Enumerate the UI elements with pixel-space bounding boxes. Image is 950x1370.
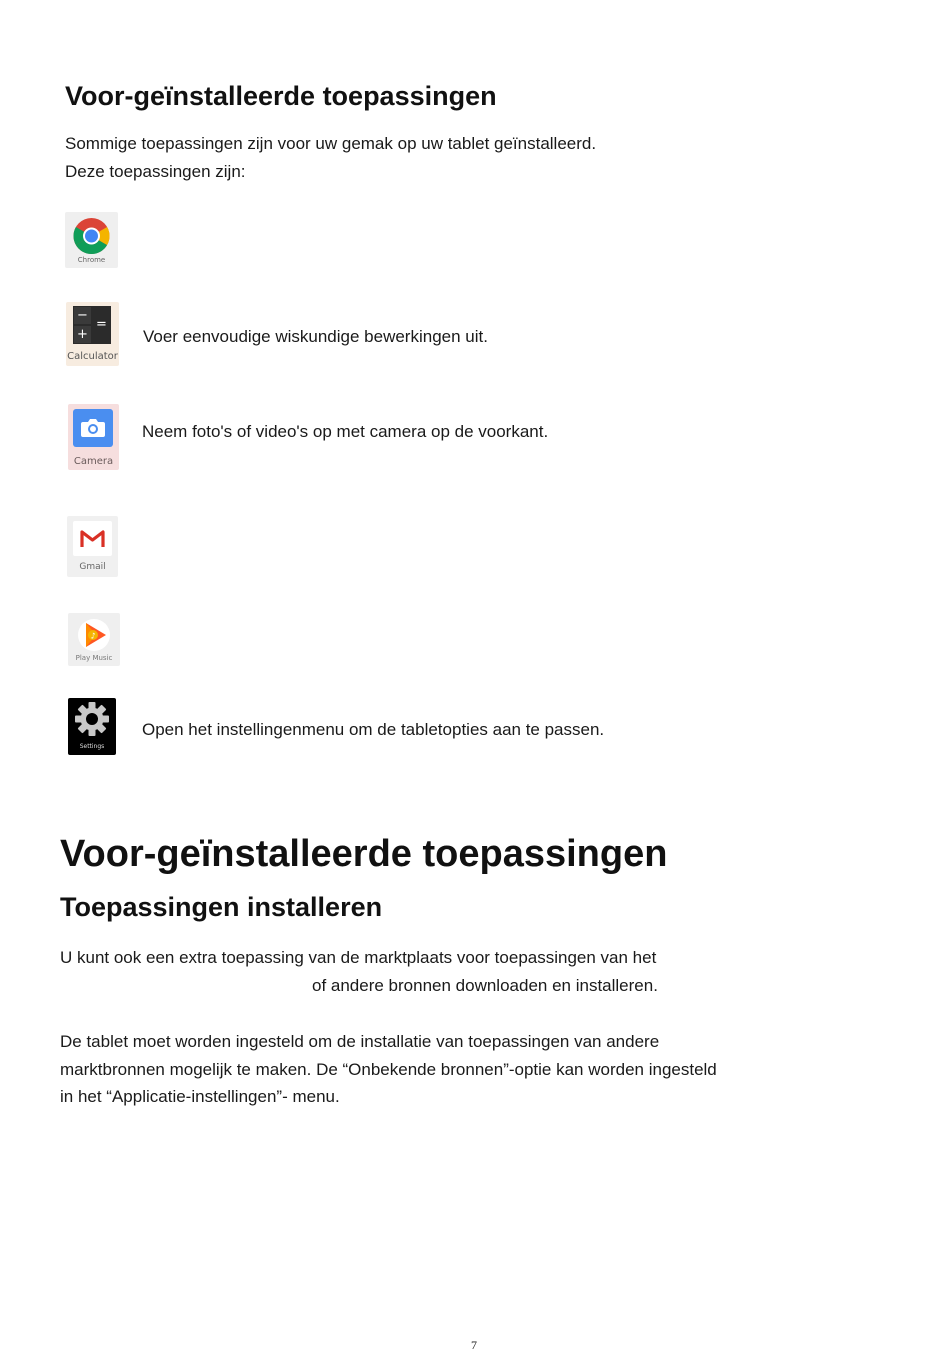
paragraph-2-line-2: marktbronnen mogelijk te maken. De “Onbekende bronnen”-optie kan worden ingesteld — [60, 1060, 717, 1079]
play-music-icon — [68, 615, 120, 655]
app-label: Gmail — [79, 562, 106, 572]
chrome-icon — [65, 214, 118, 258]
gmail-app[interactable] — [67, 516, 118, 577]
app-label: Chrome — [77, 256, 106, 264]
play-music-app[interactable] — [68, 613, 120, 666]
intro-text-line-2: Deze toepassingen zijn: — [65, 162, 246, 181]
camera-description: Neem foto's of video's op met camera op de voorkant. — [142, 422, 549, 441]
settings-description: Open het instellingenmenu om de tabletopties aan te passen. — [142, 720, 605, 739]
intro-text-line-1: Sommige toepassingen zijn voor uw gemak op uw tablet geïnstalleerd. — [65, 134, 597, 153]
section-subheading: Toepassingen installeren — [60, 892, 383, 922]
page-heading: Voor-geïnstalleerde toepassingen — [60, 833, 668, 875]
calculator-description: Voer eenvoudige wiskundige bewerkingen uit. — [143, 327, 488, 346]
paragraph-1-line-1: U kunt ook een extra toepassing van de marktplaats voor toepassingen van het — [60, 948, 657, 967]
settings-app[interactable] — [68, 698, 116, 755]
camera-icon — [73, 409, 113, 447]
svg-text:♪: ♪ — [90, 631, 96, 641]
paragraph-2-line-1: De tablet moet worden ingesteld om de installatie van toepassingen van andere — [60, 1032, 660, 1051]
app-label: Calculator — [67, 351, 118, 362]
app-label: Camera — [73, 456, 114, 467]
paragraph-1-line-2: of andere bronnen downloaden en installeren. — [312, 976, 658, 995]
settings-icon — [68, 698, 116, 742]
page-number: 7 — [471, 1338, 477, 1352]
chrome-app[interactable] — [65, 212, 118, 268]
app-label: Settings — [79, 743, 105, 750]
calculator-icon: − + = — [73, 306, 111, 344]
gmail-icon — [73, 521, 112, 556]
calculator-app[interactable] — [66, 302, 119, 366]
paragraph-2-line-3: in het “Applicatie-instellingen”- menu. — [60, 1087, 340, 1106]
app-label: Play Music — [75, 654, 113, 662]
section-heading: Voor-geïnstalleerde toepassingen — [65, 81, 497, 111]
camera-app[interactable] — [68, 404, 119, 470]
